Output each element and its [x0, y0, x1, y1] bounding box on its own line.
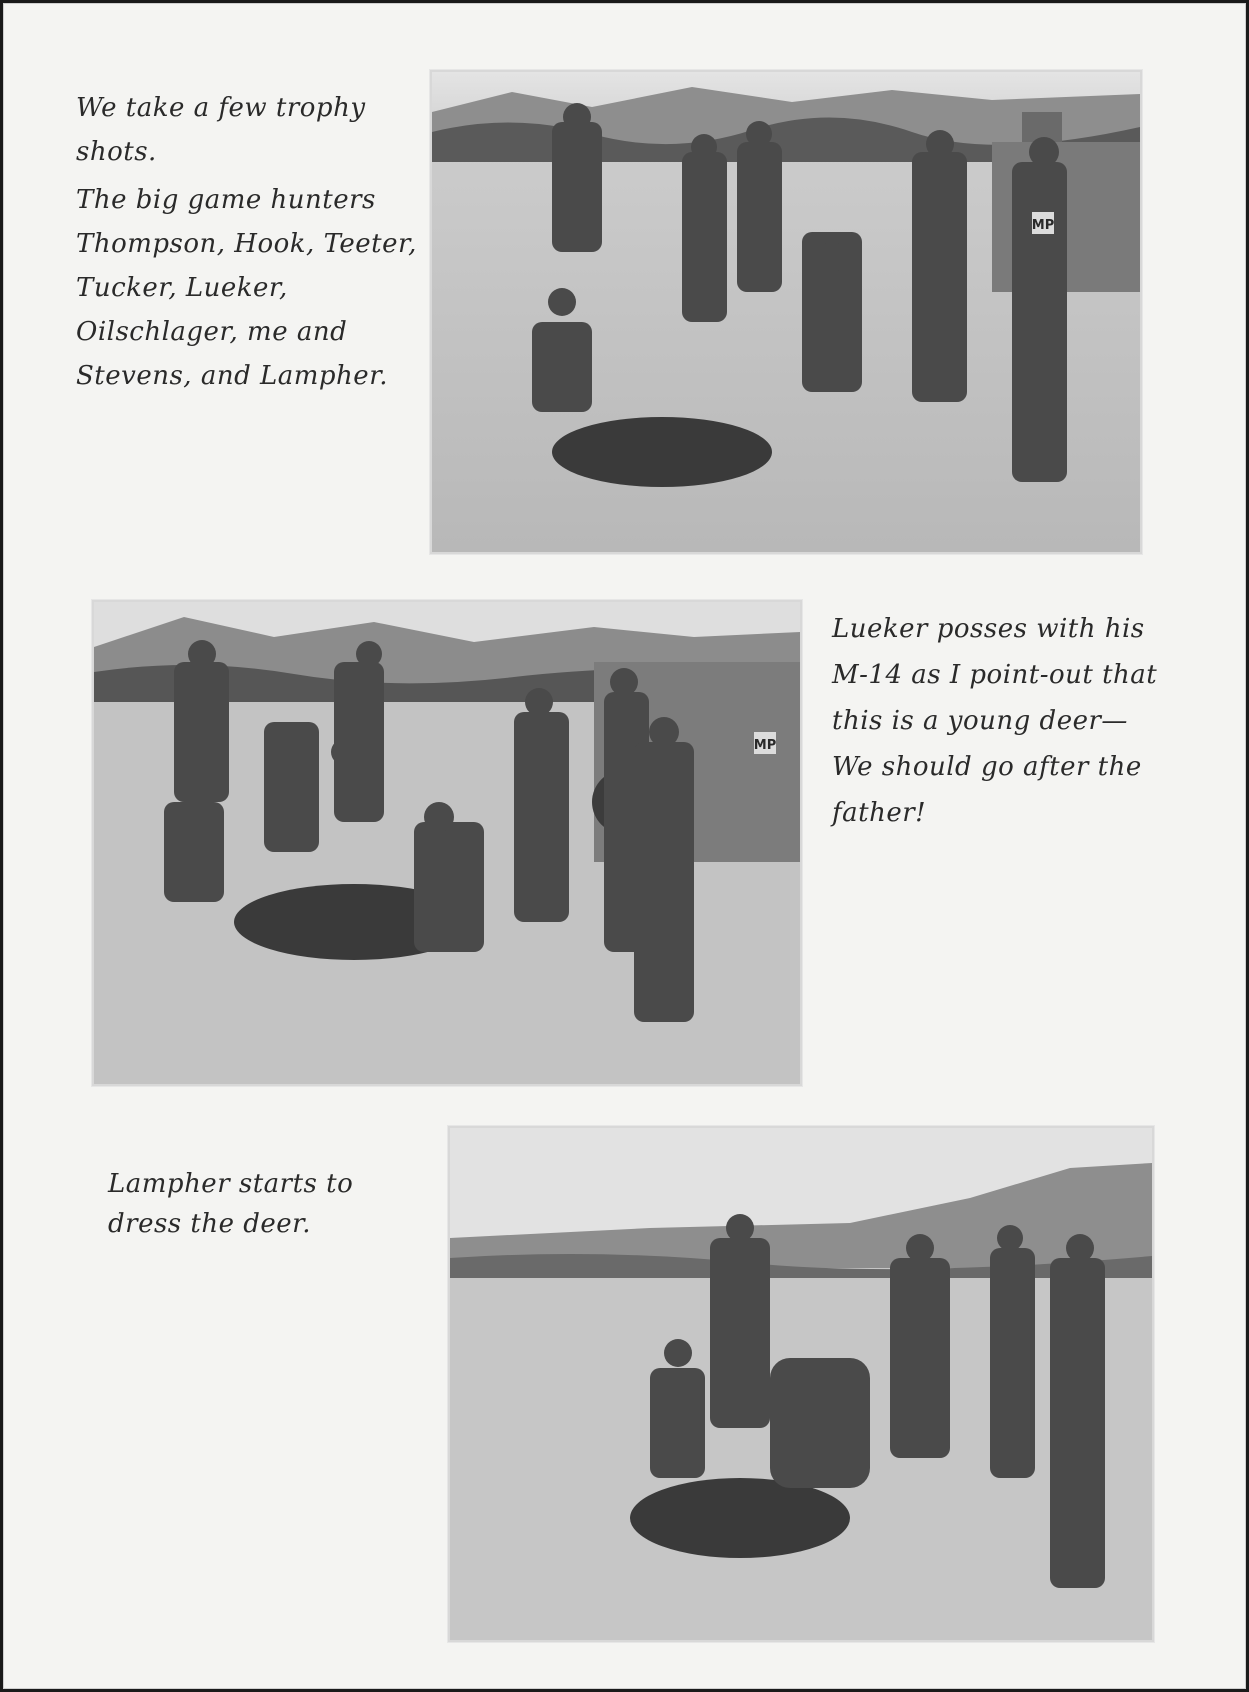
- photo-trophy-group-image: [432, 72, 1140, 552]
- caption-line: Thompson, Hook, Teeter,: [76, 229, 417, 259]
- mp-marking: MP: [1031, 218, 1055, 233]
- caption-line: The big game hunters: [76, 185, 376, 215]
- caption-line: Lueker posses with his: [832, 614, 1145, 644]
- caption-line: Oilschlager, me and: [76, 317, 348, 347]
- caption-line: Tucker, Lueker,: [76, 273, 288, 303]
- caption-line: shots.: [76, 137, 157, 167]
- photo-dressing-deer: [448, 1126, 1154, 1642]
- caption-line: dress the deer.: [108, 1209, 312, 1239]
- caption-dress-deer: [108, 1164, 353, 1244]
- mp-marking: MP: [753, 738, 777, 753]
- caption-line: father!: [832, 798, 927, 828]
- caption-line: M-14 as I point-out that: [832, 660, 1158, 690]
- caption-line: We should go after the: [832, 752, 1142, 782]
- caption-trophy-shots: [76, 86, 417, 398]
- album-page: [3, 3, 1246, 1689]
- photo-trophy-group: [430, 70, 1142, 554]
- caption-lueker-pose: [832, 606, 1157, 836]
- caption-line: Stevens, and Lampher.: [76, 361, 389, 391]
- caption-line: We take a few trophy: [76, 93, 366, 123]
- caption-line: this is a young deer—: [832, 706, 1128, 736]
- caption-line: Lampher starts to: [108, 1169, 354, 1199]
- photo-lueker-pose: [92, 600, 802, 1086]
- photo-dressing-deer-image: [450, 1128, 1152, 1640]
- photo-lueker-pose-image: [94, 602, 800, 1084]
